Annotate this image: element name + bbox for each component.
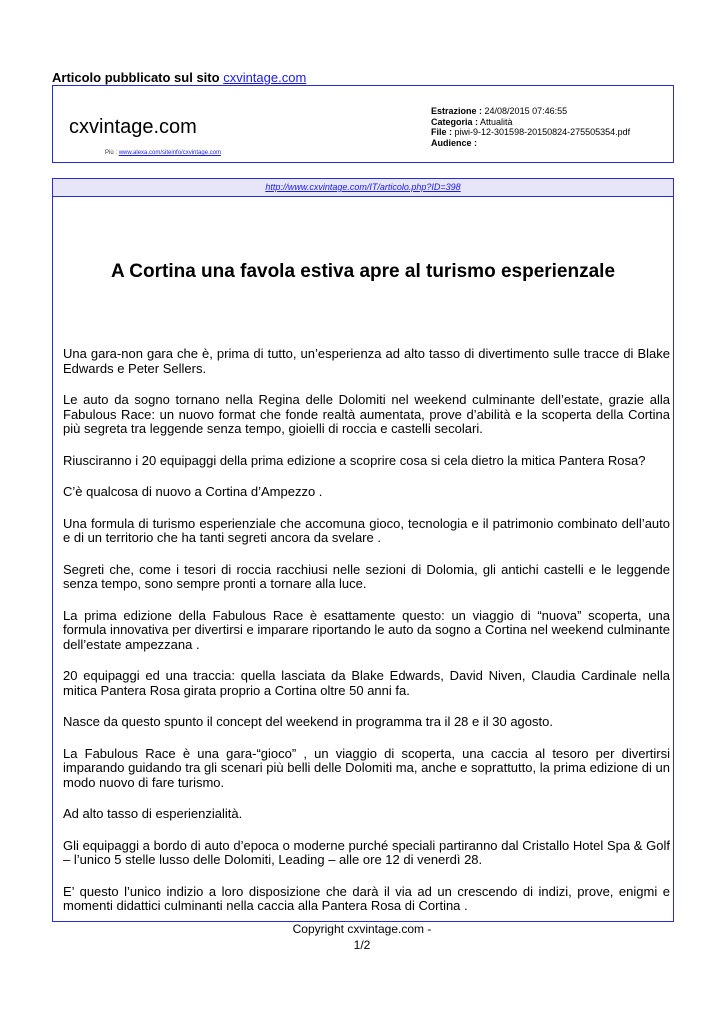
categoria-label: Categoria : [431,116,479,127]
article-paragraph: Una gara-non gara che è, prima di tutto, un’esperienza ad alto tasso di divertimento sulle tracce di Blake Edwards e Peter Sellers. [63,346,670,376]
published-on-label: Articolo pubblicato sul sito [52,70,220,85]
page-footer [0,921,724,953]
article-paragraph: Le auto da sogno tornano nella Regina delle Dolomiti nel weekend culminante dell’estate, grazie alla Fabulous Race: un nuovo format che fonde realtà aumentata, prove d’abilità e la scoperta della Cortina più segreta tra leggende senza tempo, gioielli di roccia e castelli secolari. [63,392,670,436]
article-paragraph: E’ questo l’unico indizio a loro disposizione che darà il via ad un crescendo di indizi, prove, enigmi e momenti didattici culminanti nella caccia alla Pantera Rosa di Cortina . [63,883,670,913]
article-title: A Cortina una favola estiva apre al turismo esperienzale [110,261,616,282]
article-paragraph: La prima edizione della Fabulous Race è esattamente questo: un viaggio di “nuova” scoperta, una formula innovativa per divertirsi e imparare riportando le auto da sogno a Cortina nel weekend culminante dell’estate ampezzana . [63,607,671,652]
article-paragraph: La Fabulous Race è una gara-“gioco” , un viaggio di scoperta, una caccia al tesoro per divertirsi imparando guidando tra gli scenari più belli delle Dolomiti ma, anche e soprattutto, la prima edizione di un modo nuovo di fare turismo. [63,745,670,790]
source-header-box [52,85,674,163]
article-paragraph: Una formula di turismo esperienziale che accomuna gioco, tecnologia e il patrimonio combinato dell’auto e di un territorio che ha tanti segreti ancora da svelare . [63,515,670,545]
article-url-bar [53,179,673,197]
alexa-link[interactable]: www.alexa.com/siteinfo/cxvintage.com [118,150,222,156]
copyright-text: Copyright cxvintage.com - [292,922,432,936]
alexa-prefix: Più : [105,150,118,156]
alexa-line [105,150,221,156]
page-number: 1/2 [353,938,371,952]
file-row [431,127,630,138]
estrazione-row [431,106,630,117]
article-paragraph: 20 equipaggi ed una traccia: quella lasciata da Blake Edwards, David Niven, Claudia Cardinale nella mitica Pantera Rosa girata proprio a Cortina oltre 50 anni fa. [63,668,670,698]
site-link[interactable]: cxvintage.com [223,70,307,85]
article-paragraph: Ad alto tasso di esperienzialità. [63,806,243,821]
estrazione-value: 24/08/2015 07:46:55 [484,106,568,116]
categoria-value: Attualità [480,116,513,127]
article-paragraph: Segreti che, come i tesori di roccia racchiusi nelle sezioni di Dolomia, gli antichi castelli e le leggende senza tempo, sono sempre pronti a tornare alla luce. [63,561,670,591]
file-value: piwi-9-12-301598-20150824-275505354.pdf [454,127,631,137]
audience-row [431,138,630,149]
file-label: File : [431,127,453,137]
article-paragraph: Nasce da questo spunto il concept del weekend in programma tra il 28 e il 30 agosto. [63,714,553,729]
article-paragraph: C’è qualcosa di nuovo a Cortina d’Ampezzo . [63,484,323,499]
estrazione-label: Estrazione : [431,106,483,116]
article-url-link[interactable]: http://www.cxvintage.com/IT/articolo.php?ID=398 [265,182,461,192]
categoria-row [431,117,630,128]
site-name: cxvintage.com [69,116,197,138]
article-paragraph: Riusciranno i 20 equipaggi della prima edizione a scoprire cosa si cela dietro la mitica Pantera Rosa? [63,452,646,468]
published-on-line [52,70,306,85]
article-paragraph: Gli equipaggi a bordo di auto d’epoca o moderne purché speciali partiranno dal Cristallo Hotel Spa & Golf – l’unico 5 stelle lusso delle Dolomiti, Leading – alle ore 12 di venerdì 28. [63,837,670,867]
article-body [63,347,670,922]
audience-label: Audience : [431,137,478,148]
article-box [52,178,674,922]
extraction-metadata [431,106,630,148]
